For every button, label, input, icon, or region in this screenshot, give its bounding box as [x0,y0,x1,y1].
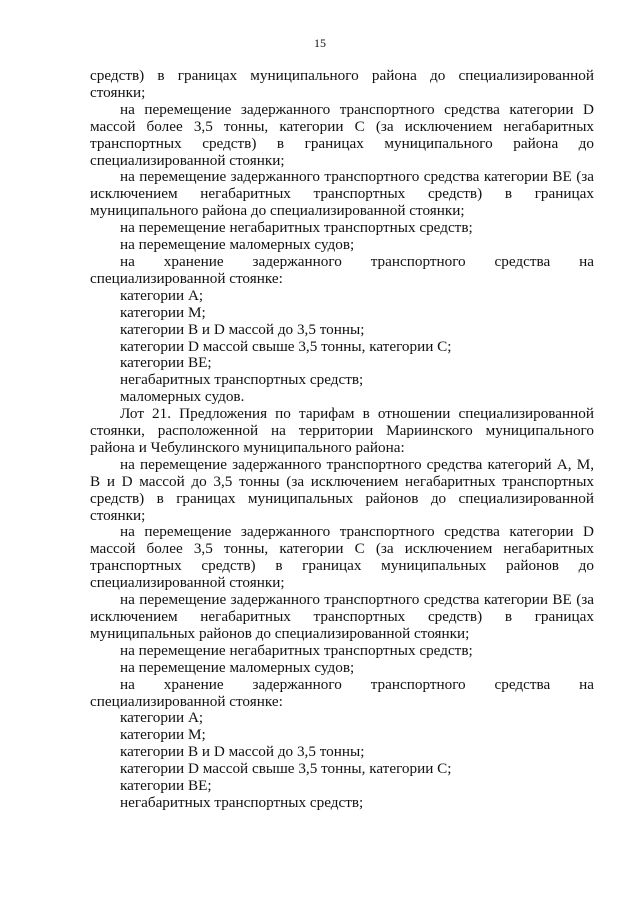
list-item: категории BE; [120,777,212,795]
paragraph: на перемещение маломерных судов; [120,236,355,254]
list-item: негабаритных транспортных средств; [120,793,364,811]
list-item: категории A; [120,286,204,304]
paragraph: на перемещение задержанного транспортного средства категории BE (за исключением негабаритных транспортных средств) в границах муниципальных районов до специализированной стоянки; [90,591,594,642]
list-item: маломерных судов. [120,388,245,406]
list-item: категории D массой свыше 3,5 тонны, категории C; [120,760,452,778]
list-item: категории M; [120,726,206,744]
list-item: категории A; [120,709,204,727]
paragraph: на хранение задержанного транспортного средства на специализированной стоянке: [90,675,594,710]
list-item: категории D массой свыше 3,5 тонны, категории C; [120,337,452,355]
paragraph: на перемещение задержанного транспортного средства категорий A, M, B и D массой до 3,5 тонны (за исключением негабаритных транспортных средств) в границах муниципальных районов до специализированной стоянки; [90,455,594,524]
list-item: категории M; [120,303,206,321]
paragraph: на перемещение негабаритных транспортных средств; [120,641,473,659]
paragraph: на перемещение задержанного транспортного средства категории D массой более 3,5 тонны, категории C (за исключением негабаритных транспортных средств) в границах муниципального района до специализированной стоянки; [90,100,594,169]
list-item: категории BE; [120,354,212,372]
lot-heading-paragraph: Лот 21. Предложения по тарифам в отношении специализированной стоянки, расположенной на территории Мариинского муниципального района и Чебулинского муниципального района: [90,405,594,456]
paragraph: на хранение задержанного транспортного средства на специализированной стоянке: [90,252,594,287]
document-body [90,68,594,812]
page-number: 15 [314,36,326,50]
list-item: категории B и D массой до 3,5 тонны; [120,743,365,761]
paragraph: на перемещение маломерных судов; [120,658,355,676]
paragraph: на перемещение задержанного транспортного средства категории BE (за исключением негабаритных транспортных средств) в границах муниципального района до специализированной стоянки; [90,168,594,220]
paragraph: на перемещение негабаритных транспортных средств; [120,219,473,237]
paragraph: средств) в границах муниципального района до специализированной стоянки; [90,67,594,101]
paragraph: на перемещение задержанного транспортного средства категории D массой более 3,5 тонны, категории C (за исключением негабаритных транспортных средств) в границах муниципальных районов до специализированной стоянки; [90,523,594,592]
list-item: негабаритных транспортных средств; [120,371,364,389]
list-item: категории B и D массой до 3,5 тонны; [120,320,365,338]
